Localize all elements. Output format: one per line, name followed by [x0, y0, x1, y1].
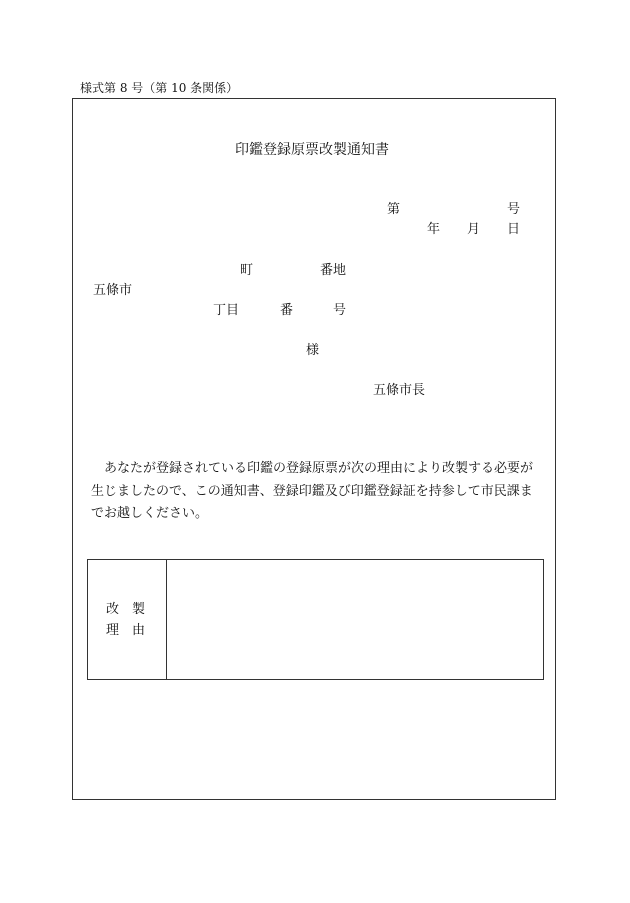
form-number-label: 様式第 8 号（第 10 条関係）: [80, 81, 239, 95]
recipient-honorific: 様: [306, 343, 320, 358]
document-title: 印鑑登録原票改製通知書: [235, 142, 389, 158]
number-suffix: 号: [507, 202, 521, 217]
address-go: 号: [333, 303, 347, 318]
date-day: 日: [507, 222, 521, 237]
reason-label-line2: 理 由: [106, 623, 146, 638]
reason-table-divider: [166, 560, 167, 679]
reason-table: [87, 559, 544, 680]
address-city: 五條市: [93, 283, 133, 298]
sender-name: 五條市長: [373, 383, 426, 398]
date-year: 年: [427, 222, 441, 237]
address-machi: 町: [240, 263, 254, 278]
number-prefix: 第: [387, 202, 401, 217]
address-ban: 番: [280, 303, 294, 318]
date-month: 月: [467, 222, 481, 237]
address-chome: 丁目: [213, 303, 240, 318]
document-frame: [72, 98, 556, 800]
reason-label-line1: 改 製: [106, 602, 146, 617]
notice-body-text: あなたが登録されている印鑑の登録原票が次の理由により改製する必要が生じましたので、この通知書、登録印鑑及び印鑑登録証を持参して市民課までお越しください。: [91, 461, 534, 521]
address-banchi: 番地: [320, 263, 347, 278]
